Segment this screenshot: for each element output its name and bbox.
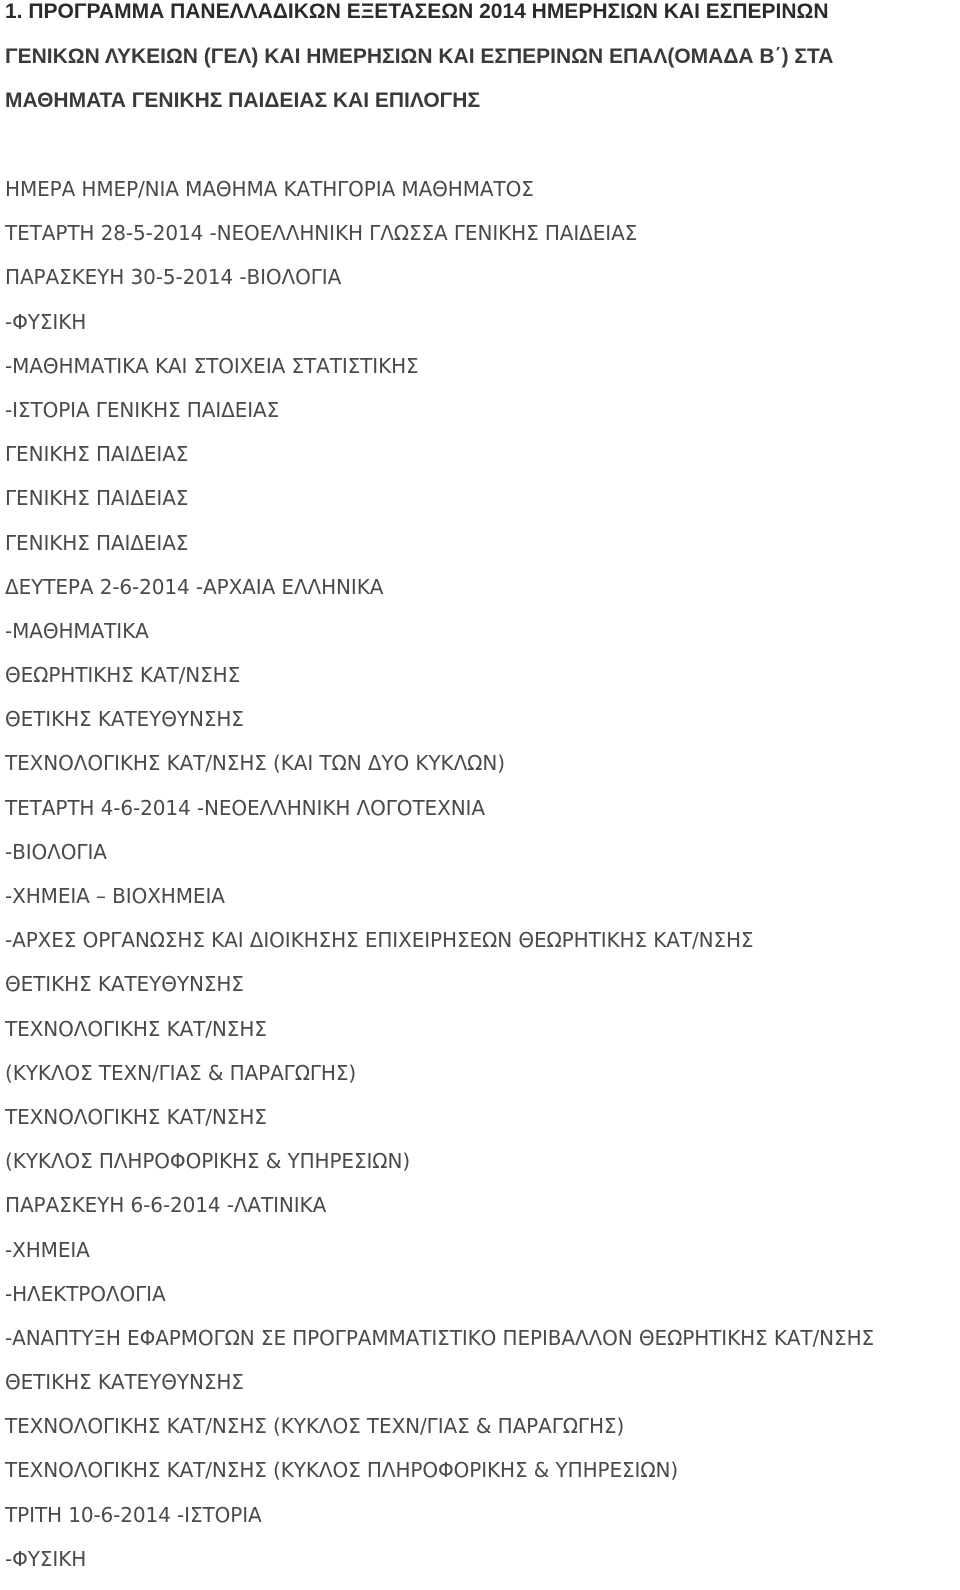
schedule-line: ΘΕΤΙΚΗΣ ΚΑΤΕΥΘΥΝΣΗΣ [5,1370,244,1395]
title-line-2: ΓΕΝΙΚΩΝ ΛΥΚΕΙΩΝ (ΓΕΛ) ΚΑΙ ΗΜΕΡΗΣΙΩΝ ΚΑΙ ΕΣΠΕΡΙΝΩΝ ΕΠΑΛ(ΟΜΑΔΑ Β΄) ΣΤΑ [5,45,834,68]
schedule-line: ΤΕΤΑΡΤΗ 4-6-2014 -ΝΕΟΕΛΛΗΝΙΚΗ ΛΟΓΟΤΕΧΝΙΑ [5,795,485,820]
schedule-line: -ΜΑΘΗΜΑΤΙΚΑ ΚΑΙ ΣΤΟΙΧΕΙΑ ΣΤΑΤΙΣΤΙΚΗΣ [5,353,419,378]
schedule-line: ΤΡΙΤΗ 10-6-2014 -ΙΣΤΟΡΙΑ [5,1502,262,1527]
title-line-1: 1. ΠΡΟΓΡΑΜΜΑ ΠΑΝΕΛΛΑΔΙΚΩΝ ΕΞΕΤΑΣΕΩΝ 2014 ΗΜΕΡΗΣΙΩΝ ΚΑΙ ΕΣΠΕΡΙΝΩΝ [5,0,829,23]
schedule-line: ΔΕΥΤΕΡΑ 2-6-2014 -ΑΡΧΑΙΑ ΕΛΛΗΝΙΚΑ [5,574,384,599]
schedule-line: ΓΕΝΙΚΗΣ ΠΑΙΔΕΙΑΣ [5,442,189,467]
schedule-line: -ΧΗΜΕΙΑ – ΒΙΟΧΗΜΕΙΑ [5,884,225,908]
schedule-line: ΤΕΧΝΟΛΟΓΙΚΗΣ ΚΑΤ/ΝΣΗΣ [5,1016,267,1041]
schedule-line: -ΗΛΕΚΤΡΟΛΟΓΙΑ [5,1281,166,1306]
schedule-line: -ΜΑΘΗΜΑΤΙΚΑ [5,618,149,643]
schedule-line: ΤΕΧΝΟΛΟΓΙΚΗΣ ΚΑΤ/ΝΣΗΣ (ΚΥΚΛΟΣ ΠΛΗΡΟΦΟΡΙΚΗΣ & ΥΠΗΡΕΣΙΩΝ) [5,1458,679,1483]
schedule-line: -ΧΗΜΕΙΑ [5,1237,90,1262]
schedule-line: ΓΕΝΙΚΗΣ ΠΑΙΔΕΙΑΣ [5,530,189,555]
schedule-line: (ΚΥΚΛΟΣ ΤΕΧΝ/ΓΙΑΣ & ΠΑΡΑΓΩΓΗΣ) [5,1060,357,1085]
schedule-line: -ΑΡΧΕΣ ΟΡΓΑΝΩΣΗΣ ΚΑΙ ΔΙΟΙΚΗΣΗΣ ΕΠΙΧΕΙΡΗΣΕΩΝ ΘΕΩΡΗΤΙΚΗΣ ΚΑΤ/ΝΣΗΣ [5,928,754,953]
schedule-line: -ΑΝΑΠΤΥΞΗ ΕΦΑΡΜΟΓΩΝ ΣΕ ΠΡΟΓΡΑΜΜΑΤΙΣΤΙΚΟ ΠΕΡΙΒΑΛΛΟΝ ΘΕΩΡΗΤΙΚΗΣ ΚΑΤ/ΝΣΗΣ [5,1325,875,1350]
schedule-line: ΤΕΧΝΟΛΟΓΙΚΗΣ ΚΑΤ/ΝΣΗΣ (ΚΥΚΛΟΣ ΤΕΧΝ/ΓΙΑΣ & ΠΑΡΑΓΩΓΗΣ) [5,1414,625,1439]
title-line-3: ΜΑΘΗΜΑΤΑ ΓΕΝΙΚΗΣ ΠΑΙΔΕΙΑΣ ΚΑΙ ΕΠΙΛΟΓΗΣ [5,89,481,112]
schedule-line: (ΚΥΚΛΟΣ ΠΛΗΡΟΦΟΡΙΚΗΣ & ΥΠΗΡΕΣΙΩΝ) [5,1149,411,1174]
blank-line [5,132,955,176]
schedule-line: ΠΑΡΑΣΚΕΥΗ 6-6-2014 -ΛΑΤΙΝΙΚΑ [5,1193,327,1218]
schedule-line: ΘΕΩΡΗΤΙΚΗΣ ΚΑΤ/ΝΣΗΣ [5,663,241,688]
exam-schedule [5,176,955,1590]
document-title [5,0,955,132]
schedule-line: -ΒΙΟΛΟΓΙΑ [5,839,107,864]
schedule-header: ΗΜΕΡΑ ΗΜΕΡ/ΝΙΑ ΜΑΘΗΜΑ ΚΑΤΗΓΟΡΙΑ ΜΑΘΗΜΑΤΟΣ [5,177,534,201]
schedule-line: -ΦΥΣΙΚΗ [5,1546,87,1571]
schedule-line: ΤΕΧΝΟΛΟΓΙΚΗΣ ΚΑΤ/ΝΣΗΣ (ΚΑΙ ΤΩΝ ΔΥΟ ΚΥΚΛΩΝ) [5,751,505,776]
schedule-line: ΤΕΤΑΡΤΗ 28-5-2014 -ΝΕΟΕΛΛΗΝΙΚΗ ΓΛΩΣΣΑ ΓΕΝΙΚΗΣ ΠΑΙΔΕΙΑΣ [5,221,638,246]
schedule-line: ΘΕΤΙΚΗΣ ΚΑΤΕΥΘΥΝΣΗΣ [5,707,244,732]
schedule-line: ΓΕΝΙΚΗΣ ΠΑΙΔΕΙΑΣ [5,486,189,511]
schedule-line: ΘΕΤΙΚΗΣ ΚΑΤΕΥΘΥΝΣΗΣ [5,972,244,997]
schedule-line: -ΙΣΤΟΡΙΑ ΓΕΝΙΚΗΣ ΠΑΙΔΕΙΑΣ [5,397,280,422]
schedule-line: ΤΕΧΝΟΛΟΓΙΚΗΣ ΚΑΤ/ΝΣΗΣ [5,1104,267,1129]
schedule-line: -ΦΥΣΙΚΗ [5,309,87,334]
document [5,0,955,1590]
schedule-line: ΠΑΡΑΣΚΕΥΗ 30-5-2014 -ΒΙΟΛΟΓΙΑ [5,265,342,290]
